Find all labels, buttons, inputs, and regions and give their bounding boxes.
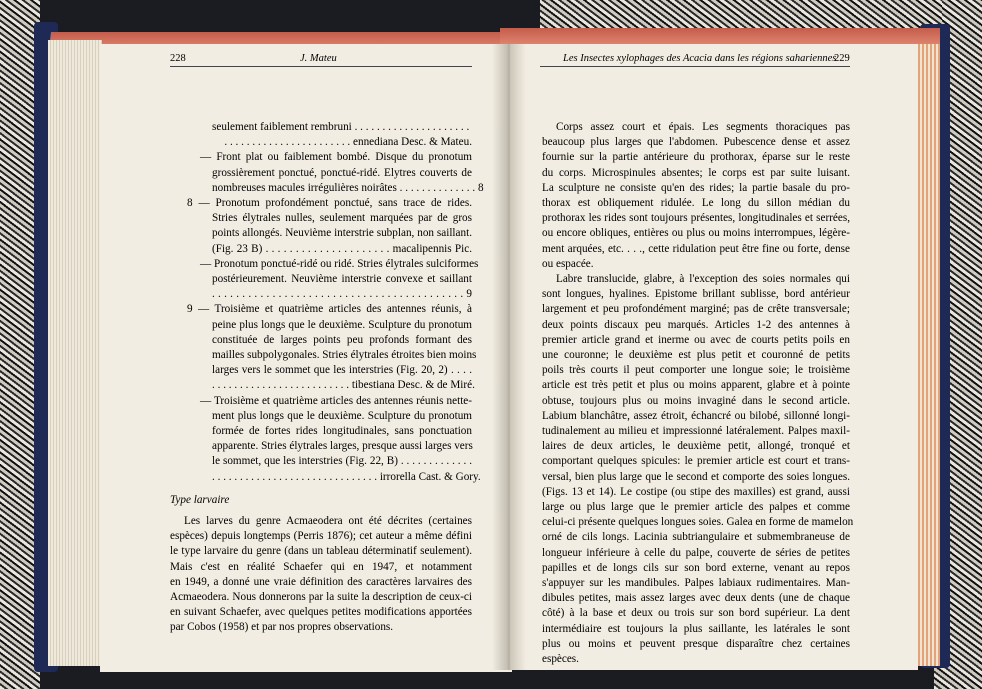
left-running-head: J. Mateu xyxy=(300,53,337,64)
paragraph-line: ou encore obliques, entières ou plus ou moins interrompues, légère- xyxy=(542,227,850,240)
paragraph-line: Labium blanchâtre, assez étroit, échancré ou bilobé, sillonné longi- xyxy=(542,409,850,422)
right-running-head: Les Insectes xylophages des Acacia dans les régions sahariennes xyxy=(563,53,837,64)
paragraph-line: en 1949, a donné une vraie définition des caractères larvaires des xyxy=(170,575,472,588)
right-page-number: 229 xyxy=(834,53,850,64)
key-line: seulement faiblement rembruni . . . . . . . . . . . . . . . . . . . . . xyxy=(212,121,470,133)
key-line: Stries élytrales nulles, seulement marquées par de gros xyxy=(212,212,472,225)
key-line: postérieurement. Neuvième interstrie convexe et saillant xyxy=(212,273,472,285)
paragraph-line: fournie sur la partie antérieure du prothorax, éparse sur le reste xyxy=(542,151,850,164)
key-line: grossièrement ponctué, ponctué-ridé. Elytres couverts de xyxy=(212,166,472,179)
book-gutter xyxy=(492,44,526,670)
left-page-number: 228 xyxy=(170,53,186,64)
paragraph-line: sont longues, hyalines. Epistome brillant sublisse, bord antérieur xyxy=(542,288,850,301)
paragraph-line: beaucoup plus larges que l'abdomen. Pubescence dense et assez xyxy=(542,136,850,149)
paragraph-line: premier article grand et inerme ou avec de courts petits poils en xyxy=(542,333,850,346)
page-stack-left xyxy=(48,40,102,666)
paragraph-line: Les larves du genre Acmaeodera ont été décrites (certaines xyxy=(184,515,472,527)
paragraph-line: du corps. Microspinules absentes; le corps est par suite luisant. xyxy=(542,166,850,179)
paragraph-line: large ou plus large que le premier article des palpes et comme xyxy=(542,501,850,513)
paragraph-line: longueur inférieure à celle du palpe, couverte de séries de petites xyxy=(542,546,850,559)
paragraph-line: Corps assez court et épais. Les segments thoraciques pas xyxy=(556,121,850,133)
page-stack-right xyxy=(916,44,940,666)
paragraph-line: celui-ci présente quelques longues soies. Galea en forme de mamelon xyxy=(542,516,854,529)
paragraph-line: Labre translucide, glabre, à l'exception des soies normales qui xyxy=(556,273,850,285)
key-line: mailles subpolygonales. Stries élytrales étroites bien moins xyxy=(212,349,477,361)
key-line: le sommet, que les interstries (Fig. 22, B) . . . . . . . . . . . . . xyxy=(212,455,472,468)
key-line: — Front plat ou faiblement bombé. Disque du pronotum xyxy=(200,151,472,164)
key-line: 8 — Pronotum profondément ponctué, sans trace de rides. xyxy=(187,197,472,209)
paragraph-line: versal, bien plus large que le second et comporte des soies longues. xyxy=(542,470,850,483)
paragraph-line: prothorax les rides sont toujours présentes, longitudinales et serrées, xyxy=(542,212,850,225)
key-line: . . . . . . . . . . . . . . . . . . . . . . . . . . . . . . . . . . . . . . . . . . 9 xyxy=(212,288,472,301)
paragraph-line: Mais c'est en réalité Schaefer qui en 1947, et notamment xyxy=(170,560,472,573)
key-line: . . . . . . . . . . . . . . . . . . . . . . . . . tibestiana Desc. & de Miré. xyxy=(212,379,475,392)
paragraph-line: thorax est obliquement ridulée. Le long du sillon médian du xyxy=(542,197,850,209)
paragraph-line: ment arquées, etc. . . ., cette ridulation peut être fine ou forte, dense xyxy=(542,242,850,255)
paragraph-line: papilles et de longs cils sur son bord externe, venant au repos xyxy=(542,561,850,574)
marbled-endpaper-top xyxy=(540,0,942,28)
key-line: — Troisième et quatrième articles des antennes réunis nette- xyxy=(200,394,472,407)
paragraph-line: espèces. xyxy=(542,653,579,665)
paragraph-line: laires de deux articles, le deuxième petit, allongé, tronqué et xyxy=(542,440,850,453)
paragraph-line: orné de cils longs. Lacinia subtriangulaire et submembraneuse de xyxy=(542,531,850,544)
key-line: (Fig. 23 B) . . . . . . . . . . . . . . . . . . . . . macalipennis Pic. xyxy=(212,242,472,255)
key-line: . . . . . . . . . . . . . . . . . . . . . . . ennediana Desc. & Mateu. xyxy=(224,136,472,149)
key-line: nombreuses macules irrégulières noirâtes . . . . . . . . . . . . . . 8 xyxy=(212,181,484,194)
paragraph-line: obtuse, toujours plus ou moins invaginé dans le second article. xyxy=(542,394,850,407)
key-line: constituée de larges points peu profonds formant des xyxy=(212,333,472,346)
right-header-rule xyxy=(540,66,850,67)
key-line: peine plus longs que le deuxième. Sculpture du pronotum xyxy=(212,318,472,331)
key-line: points allongés. Neuvième interstrie subplan, non saillant. xyxy=(212,227,472,240)
key-line: . . . . . . . . . . . . . . . . . . . . . . . . . . . . . . irrorella Cast. & Gory. xyxy=(212,470,481,483)
paragraph-line: dibules petites, mais assez larges avec deux dents (une de chaque xyxy=(542,592,850,605)
paragraph-line: le type larvaire du genre (dans un tableau déterminatif seulement). xyxy=(170,545,472,558)
paragraph-line: La sculpture ne consiste qu'en des rides; la partie basale du pro- xyxy=(542,181,850,194)
paragraph-line: deux points discaux peu marqués. Articles 1-2 des antennes à xyxy=(542,318,850,331)
key-line: larges vers le sommet que les interstries (Fig. 20, 2) . . . . xyxy=(212,364,472,377)
paragraph-line: plus ou moins et peuvent presque disparaître chez certaines xyxy=(542,637,850,650)
paragraph-line: poils très courts il peut comporter une longue soie; le troisième xyxy=(542,364,850,377)
key-line: — Pronotum ponctué-ridé ou ridé. Stries élytrales sulciformes xyxy=(200,257,479,270)
paragraph-line: espèces) depuis longtemps (Perris 1876); cet auteur a même défini xyxy=(170,530,472,543)
key-line: 9 — Troisième et quatrième articles des antennes réunis, à xyxy=(187,303,472,316)
paragraph-line: en suivant Schaefer, avec quelques petites modifications apportées xyxy=(170,606,472,619)
paragraph-line: comportant quelques spicules: le premier article est court et trans- xyxy=(542,455,850,468)
section-title: Type larvaire xyxy=(170,493,230,506)
paragraph-line: s'appuyer sur les mandibules. Palpes labiaux rudimentaires. Man- xyxy=(542,577,850,589)
paragraph-line: côté) à la base et deux ou trois sur son bord supérieur. La dent xyxy=(542,607,850,620)
paragraph-line: intermédiaire est toujours la plus saillante, les latérales le sont xyxy=(542,622,850,635)
key-line: apparente. Stries élytrales larges, presque aussi larges vers xyxy=(212,440,473,453)
key-line: ment plus longs que le deuxième. Sculpture du pronotum xyxy=(212,409,472,422)
paragraph-line: (Figs. 13 et 14). Le costipe (ou stipe des maxilles) est grand, aussi xyxy=(542,485,850,498)
paragraph-line: par Cobos (1958) et par nos propres observations. xyxy=(170,621,394,634)
paragraph-line: Acmaeodera. Nous donnerons par la suite la description de ceux-ci xyxy=(170,591,472,603)
paragraph-line: article est très petit et plus ou moins apparent, glabre et à pointe xyxy=(542,379,850,392)
key-line: formée de fortes rides longitudinales, sans ponctuation xyxy=(212,425,472,437)
paragraph-line: une couronne; le deuxième est plus petit et couronné de petits xyxy=(542,349,850,361)
paragraph-line: ou espacée. xyxy=(542,257,594,270)
paragraph-line: largement et peu profondément marginé; pas de crête transversale; xyxy=(542,303,850,316)
left-header-rule xyxy=(170,66,472,67)
paragraph-line: tudinalement au milieu et impressionné latéralement. Palpes maxil- xyxy=(542,425,850,437)
